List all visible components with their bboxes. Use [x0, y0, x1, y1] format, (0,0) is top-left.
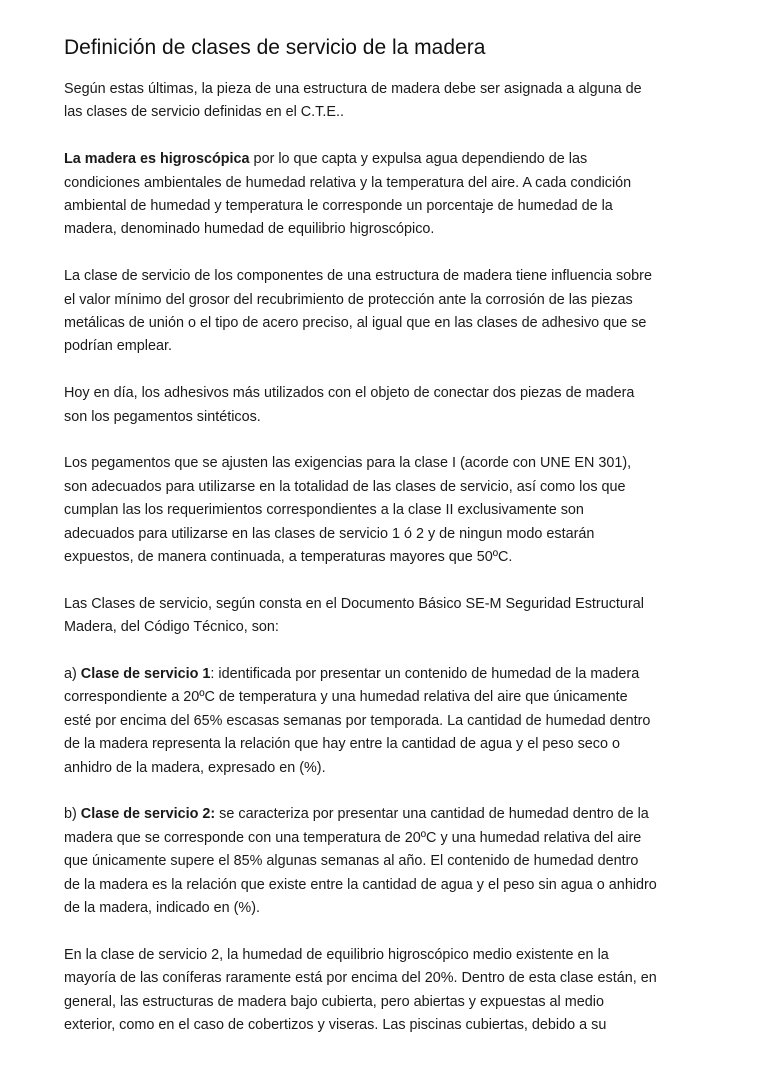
line-text: son los pegamentos sintéticos. — [64, 408, 261, 425]
document-page — [64, 34, 714, 1061]
paragraph — [64, 452, 714, 569]
text-line — [64, 452, 714, 475]
text-line — [64, 686, 714, 709]
paragraph — [64, 944, 714, 1038]
text-line — [64, 967, 714, 990]
text-line — [64, 476, 714, 499]
line-text: de la madera, indicado en (%). — [64, 900, 260, 917]
text-line — [64, 663, 714, 686]
line-text: madera, denominado humedad de equilibrio higroscópico. — [64, 221, 435, 238]
text-line — [64, 733, 714, 756]
text-line — [64, 593, 714, 616]
text-line — [64, 1014, 714, 1037]
line-text: exterior, como en el caso de cobertizos y viseras. Las piscinas cubiertas, debido a su — [64, 1017, 607, 1034]
text-line — [64, 172, 714, 195]
line-text: las clases de servicio definidas en el C.T.E.. — [64, 104, 344, 121]
text-line — [64, 312, 714, 335]
line-text: La clase de servicio de los componentes de una estructura de madera tiene influencia sobre — [64, 268, 652, 285]
line-text: ambiental de humedad y temperatura le corresponde un porcentaje de humedad de la — [64, 198, 613, 215]
text-line — [64, 546, 714, 569]
line-text: general, las estructuras de madera bajo cubierta, pero abiertas y expuestas al medio — [64, 993, 604, 1010]
list-marker: b) — [64, 806, 81, 823]
line-text: : identificada por presentar un contenido de humedad de la madera — [210, 666, 640, 683]
paragraph — [64, 78, 714, 125]
line-text: esté por encima del 65% escasas semanas por temporada. La cantidad de humedad dentro — [64, 712, 651, 729]
text-line — [64, 710, 714, 733]
line-text: de la madera representa la relación que hay entre la cantidad de agua y el peso seco o — [64, 736, 621, 753]
line-text: Hoy en día, los adhesivos más utilizados con el objeto de conectar dos piezas de madera — [64, 385, 635, 402]
line-text: En la clase de servicio 2, la humedad de equilibrio higroscópico medio existente en la — [64, 946, 609, 963]
line-text: cumplan las los requerimientos correspondientes a la clase II exclusivamente son — [64, 502, 584, 519]
text-line — [64, 803, 714, 826]
paragraph — [64, 663, 714, 780]
bold-term: Clase de servicio 1 — [80, 666, 211, 683]
bold-term: La madera es higroscópica — [64, 151, 250, 168]
text-line — [64, 335, 714, 358]
text-line — [64, 944, 714, 967]
text-line — [64, 991, 714, 1014]
line-text: Madera, del Código Técnico, son: — [64, 619, 279, 636]
bold-term: Clase de servicio 2: — [80, 806, 216, 823]
line-text: Según estas últimas, la pieza de una estructura de madera debe ser asignada a alguna de — [64, 81, 642, 97]
text-line — [64, 850, 714, 873]
text-line — [64, 523, 714, 546]
text-line — [64, 218, 714, 241]
line-text: madera que se corresponde con una temperatura de 20ºC y una humedad relativa del aire — [64, 829, 642, 846]
line-text: que únicamente supere el 85% algunas semanas al año. El contenido de humedad dentro — [64, 853, 639, 870]
text-line — [64, 499, 714, 522]
line-text: expuestos, de manera continuada, a temperaturas mayores que 50ºC. — [64, 549, 513, 566]
text-line — [64, 874, 714, 897]
document-body — [64, 78, 714, 1038]
line-text: el valor mínimo del grosor del recubrimiento de protección ante la corrosión de las piezas — [64, 291, 633, 308]
paragraph — [64, 382, 714, 429]
text-line — [64, 101, 714, 124]
line-text: anhidro de la madera, expresado en (%). — [64, 759, 326, 776]
text-line — [64, 406, 714, 429]
page-title: Definición de clases de servicio de la madera — [64, 36, 486, 59]
line-text: se caracteriza por presentar una cantidad de humedad dentro de la — [215, 806, 649, 823]
line-text: Los pegamentos que se ajusten las exigencias para la clase I (acorde con UNE EN 301), — [64, 455, 632, 472]
line-text: de la madera es la relación que existe entre la cantidad de agua y el peso sin agua o anhidro — [64, 876, 657, 893]
text-line — [64, 289, 714, 312]
line-text: mayoría de las coníferas raramente está por encima del 20%. Dentro de esta clase están, en — [64, 970, 657, 987]
line-text: por lo que capta y expulsa agua dependiendo de las — [249, 151, 588, 168]
list-marker: a) — [64, 666, 81, 683]
text-line — [64, 757, 714, 780]
paragraph — [64, 593, 714, 640]
text-line — [64, 265, 714, 288]
text-line — [64, 616, 714, 639]
line-text: metálicas de unión o el tipo de acero preciso, al igual que en las clases de adhesivo que se — [64, 315, 647, 332]
line-text: podrían emplear. — [64, 338, 172, 355]
text-line — [64, 827, 714, 850]
line-text: son adecuados para utilizarse en la totalidad de las clases de servicio, así como los que — [64, 478, 626, 495]
paragraph — [64, 265, 714, 359]
line-text: adecuados para utilizarse en las clases de servicio 1 ó 2 y de ningun modo estarán — [64, 525, 595, 542]
paragraph — [64, 148, 714, 242]
text-line — [64, 382, 714, 405]
line-text: correspondiente a 20ºC de temperatura y una humedad relativa del aire que únicamente — [64, 689, 628, 706]
text-line — [64, 195, 714, 218]
line-text: condiciones ambientales de humedad relativa y la temperatura del aire. A cada condición — [64, 174, 632, 191]
text-line — [64, 78, 714, 101]
text-line — [64, 148, 714, 171]
text-line — [64, 897, 714, 920]
line-text: Las Clases de servicio, según consta en el Documento Básico SE-M Seguridad Estructural — [64, 595, 644, 612]
paragraph — [64, 803, 714, 920]
